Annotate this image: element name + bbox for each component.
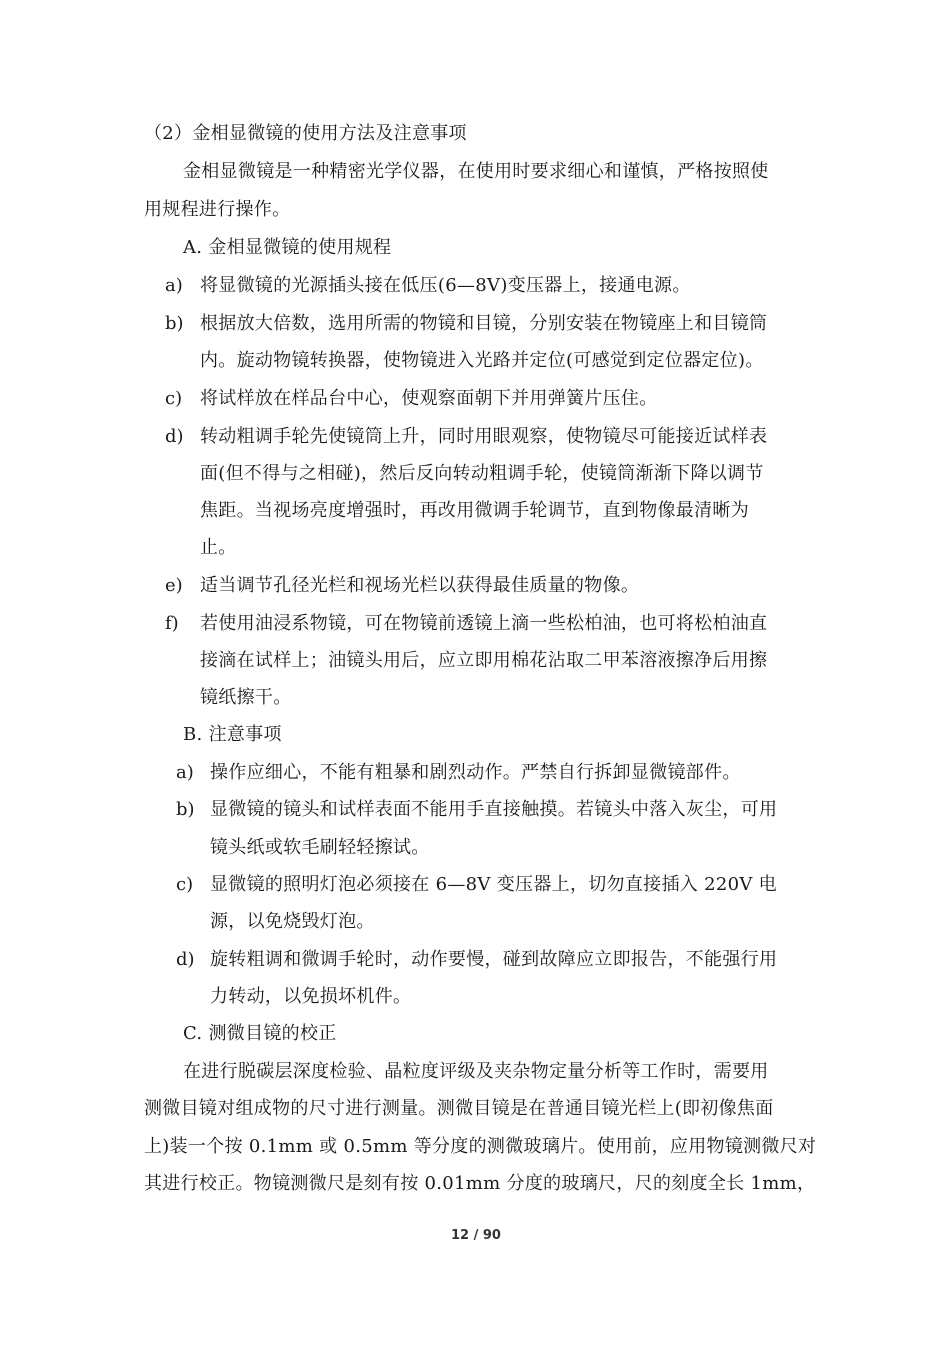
- part-a-item-d-line-2: 面(但不得与之相碰)，然后反向转动粗调手轮，使镜筒渐渐下降以调节: [200, 463, 764, 484]
- part-b-item-d-line-2: 力转动，以免损坏机件。: [210, 986, 412, 1007]
- part-b-item-a-marker: a): [176, 762, 194, 783]
- part-a-item-b-line-1: 根据放大倍数，选用所需的物镜和目镜，分别安装在物镜座上和目镜筒: [200, 313, 768, 334]
- part-a-item-e-line-1: 适当调节孔径光栏和视场光栏以获得最佳质量的物像。: [200, 575, 640, 596]
- part-b-item-b-marker: b): [176, 799, 195, 820]
- section-heading: （2）金相显微镜的使用方法及注意事项: [144, 123, 467, 144]
- part-c-para-line-4: 其进行校正。物镜测微尺是刻有按 0.01mm 分度的玻璃尺，尺的刻度全长 1mm，: [144, 1173, 816, 1194]
- part-a-item-d-line-3: 焦距。当视场亮度增强时，再改用微调手轮调节，直到物像最清晰为: [200, 500, 749, 521]
- part-a-item-c-line-1: 将试样放在样品台中心，使观察面朝下并用弹簧片压住。: [200, 388, 658, 409]
- part-a-item-d-line-1: 转动粗调手轮先使镜筒上升，同时用眼观察，使物镜尽可能接近试样表: [200, 426, 768, 447]
- part-a-item-e-marker: e): [165, 575, 183, 596]
- part-a-item-a-marker: a): [165, 275, 183, 296]
- part-c-para-line-3: 上)装一个按 0.1mm 或 0.5mm 等分度的测微玻璃片。使用前，应用物镜测微尺对: [144, 1136, 817, 1157]
- part-a-item-a-line-1: 将显微镜的光源插头接在低压(6—8V)变压器上，接通电源。: [200, 275, 691, 296]
- part-b-item-d-marker: d): [176, 949, 195, 970]
- part-b-item-b-line-1: 显微镜的镜头和试样表面不能用手直接触摸。若镜头中落入灰尘，可用: [210, 799, 778, 820]
- intro-line-1: 金相显微镜是一种精密光学仪器，在使用时要求细心和谨慎，严格按照使: [183, 161, 769, 182]
- part-b-item-c-line-2: 源，以免烧毁灯泡。: [210, 911, 375, 932]
- part-c-para-line-1: 在进行脱碳层深度检验、晶粒度评级及夹杂物定量分析等工作时，需要用: [183, 1061, 769, 1082]
- part-a-item-f-line-1: 若使用油浸系物镜，可在物镜前透镜上滴一些松柏油，也可将松柏油直: [200, 613, 768, 634]
- part-a-item-d-line-4: 止。: [200, 537, 237, 558]
- part-b-item-d-line-1: 旋转粗调和微调手轮时，动作要慢，碰到故障应立即报告，不能强行用: [210, 949, 778, 970]
- intro-line-2: 用规程进行操作。: [144, 199, 291, 220]
- page-number: 12 / 90: [451, 1228, 501, 1243]
- part-a-item-f-line-2: 接滴在试样上；油镜头用后，应立即用棉花沾取二甲苯溶液擦净后用擦: [200, 650, 768, 671]
- part-b-item-c-marker: c): [176, 874, 194, 895]
- part-b-item-a-line-1: 操作应细心，不能有粗暴和剧烈动作。严禁自行拆卸显微镜部件。: [210, 762, 741, 783]
- part-a-item-d-marker: d): [165, 426, 184, 447]
- part-c-heading: C. 测微目镜的校正: [183, 1023, 337, 1044]
- part-a-item-b-marker: b): [165, 313, 184, 334]
- part-b-heading: B. 注意事项: [183, 724, 282, 745]
- part-c-para-line-2: 测微目镜对组成物的尺寸进行测量。测微目镜是在普通目镜光栏上(即初像焦面: [144, 1098, 774, 1119]
- part-b-item-b-line-2: 镜头纸或软毛刷轻轻擦试。: [210, 837, 430, 858]
- part-b-item-c-line-1: 显微镜的照明灯泡必须接在 6—8V 变压器上，切勿直接插入 220V 电: [210, 874, 777, 895]
- part-a-item-f-line-3: 镜纸擦干。: [200, 687, 292, 708]
- part-a-item-c-marker: c): [165, 388, 183, 409]
- part-a-heading: A. 金相显微镜的使用规程: [183, 237, 392, 258]
- part-a-item-f-marker: f): [165, 613, 179, 634]
- part-a-item-b-line-2: 内。旋动物镜转换器，使物镜进入光路并定位(可感觉到定位器定位)。: [200, 350, 764, 371]
